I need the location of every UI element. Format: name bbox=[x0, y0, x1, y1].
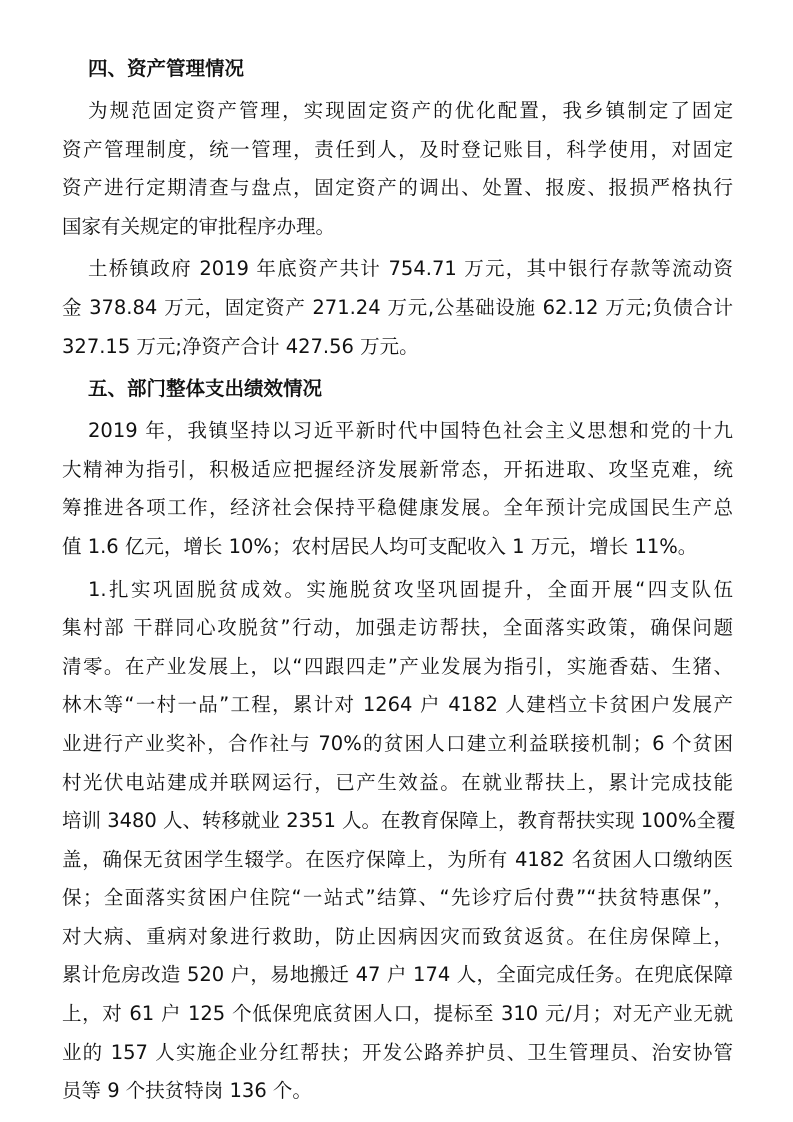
paragraph bbox=[62, 250, 733, 366]
text-line: 2019 年，我镇坚持以习近平新时代中国特色社会主义思想和党的十九 bbox=[88, 419, 733, 443]
text-line: 林木等“一村一品”工程，累计对 1264 户 4182 人建档立卡贫困户发展产 bbox=[62, 693, 733, 717]
text-line: 筹推进各项工作，经济社会保持平稳健康发展。全年预计完成国民生产总 bbox=[62, 496, 733, 520]
text-line: 员等 9 个扶贫特岗 136 个。 bbox=[62, 1079, 312, 1103]
document-page bbox=[62, 50, 736, 1115]
text-line: 1.扎实巩固脱贫成效。实施脱贫攻坚巩固提升，全面开展“四支队伍 bbox=[88, 577, 733, 601]
text-line: 集村部 干群同心攻脱贫”行动，加强走访帮扶，全面落实政策，确保问题 bbox=[62, 616, 733, 640]
text-line: 值 1.6 亿元，增长 10%；农村居民人均可支配收入 1 万元，增长 11%。 bbox=[62, 534, 698, 558]
text-line: 金 378.84 万元，固定资产 271.24 万元,公基础设施 62.12 万元;负债合计 bbox=[62, 295, 733, 319]
section-expenditure-performance bbox=[62, 370, 736, 1111]
text-line: 大精神为指引，积极适应把握经济发展新常态，开拓进取、攻坚克难，统 bbox=[62, 457, 733, 481]
text-line: 业的 157 人实施企业分红帮扶；开发公路养护员、卫生管理员、治安协管 bbox=[62, 1040, 733, 1064]
text-line: 业进行产业奖补，合作社与 70%的贫困人口建立利益联接机制；6 个贫困 bbox=[62, 731, 733, 755]
section-heading: 五、部门整体支出绩效情况 bbox=[88, 377, 323, 401]
paragraph bbox=[62, 412, 733, 566]
text-line: 清零。在产业发展上，以“四跟四走”产业发展为指引，实施香菇、生猪、 bbox=[62, 654, 733, 678]
text-line: 国家有关规定的审批程序办理。 bbox=[62, 214, 336, 238]
text-line: 上，对 61 户 125 个低保兜底贫困人口，提标至 310 元/月；对无产业无就 bbox=[62, 1002, 733, 1026]
text-line: 对大病、重病对象进行救助，防止因病因灾而致贫返贫。在住房保障上， bbox=[62, 924, 733, 948]
text-line: 资产进行定期清查与盘点，固定资产的调出、处置、报废、报损严格执行 bbox=[62, 176, 733, 200]
text-line: 培训 3480 人、转移就业 2351 人。在教育保障上，教育帮扶实现 100%全覆 bbox=[62, 809, 736, 833]
text-line: 村光伏电站建成并联网运行，已产生效益。在就业帮扶上，累计完成技能 bbox=[62, 770, 733, 794]
text-line: 土桥镇政府 2019 年底资产共计 754.71 万元，其中银行存款等流动资 bbox=[88, 257, 733, 281]
text-line: 保；全面落实贫困户住院“一站式”结算、“先诊疗后付费”“扶贫特惠保”， bbox=[62, 886, 733, 910]
paragraph bbox=[62, 571, 736, 1111]
text-line: 资产管理制度，统一管理，责任到人，及时登记账目，科学使用，对固定 bbox=[62, 137, 733, 161]
text-line: 为规范固定资产管理，实现固定资产的优化配置，我乡镇制定了固定 bbox=[88, 99, 733, 122]
section-asset-management bbox=[62, 50, 733, 366]
section-heading: 四、资产管理情况 bbox=[88, 57, 245, 80]
paragraph bbox=[62, 92, 733, 246]
text-line: 327.15 万元;净资产合计 427.56 万元。 bbox=[62, 334, 419, 358]
text-line: 累计危房改造 520 户，易地搬迁 47 户 174 人，全面完成任务。在兜底保障 bbox=[62, 963, 733, 987]
text-line: 盖，确保无贫困学生辍学。在医疗保障上，为所有 4182 名贫困人口缴纳医 bbox=[62, 847, 733, 871]
